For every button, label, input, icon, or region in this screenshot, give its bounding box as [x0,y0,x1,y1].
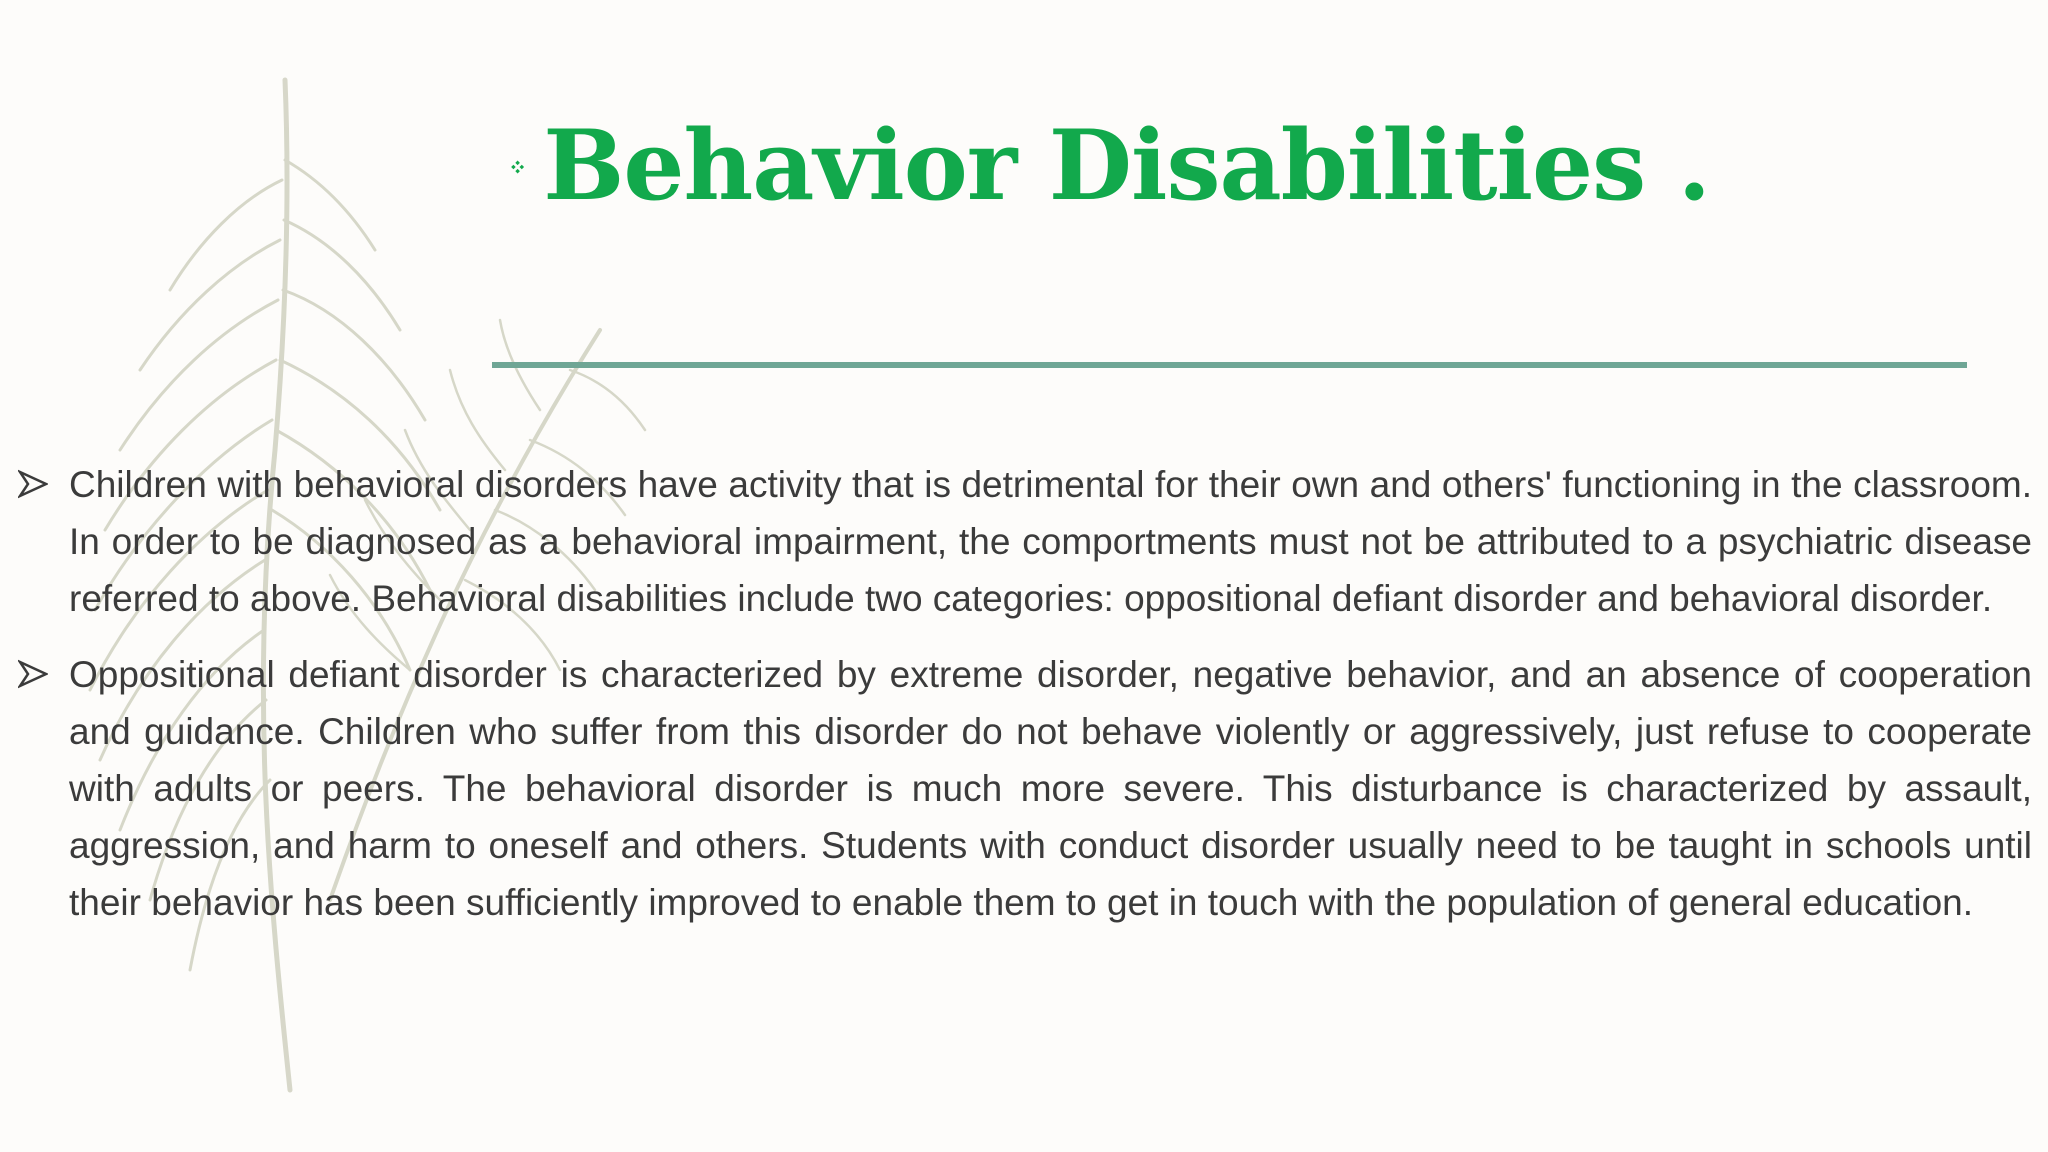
arrowhead-bullet-icon [18,659,48,689]
slide-body [14,456,2032,950]
arrowhead-bullet-icon [18,469,48,499]
bullet-item [14,456,2032,627]
bullet-text: Children with behavioral disorders have activity that is detrimental for their own and others' functioning in the classroom. In order to be diagnosed as a behavioral impairment, the comportments must not be attributed to a psychiatric disease referred to above. Behavioral disabilities include two categories: oppositional defiant disorder and behavioral disorder. [69,464,2032,619]
slide-title-text: Behavior Disabilities . [543,108,1710,222]
bullet-text: Oppositional defiant disorder is characterized by extreme disorder, negative behavior, and an absence of cooperation and guidance. Children who suffer from this disorder do not behave violently or aggressively, just refuse to cooperate with adults or peers. The behavioral disorder is much more severe. This disturbance is characterized by assault, aggression, and harm to oneself and others. Students with conduct disorder usually need to be taught in schools until their behavior has been sufficiently improved to enable them to get in touch with the population of general education. [69,654,2032,923]
slide-title [510,100,1710,230]
bullet-item [14,646,2032,931]
four-diamond-bullet-icon [510,127,525,207]
title-divider [492,362,1967,368]
